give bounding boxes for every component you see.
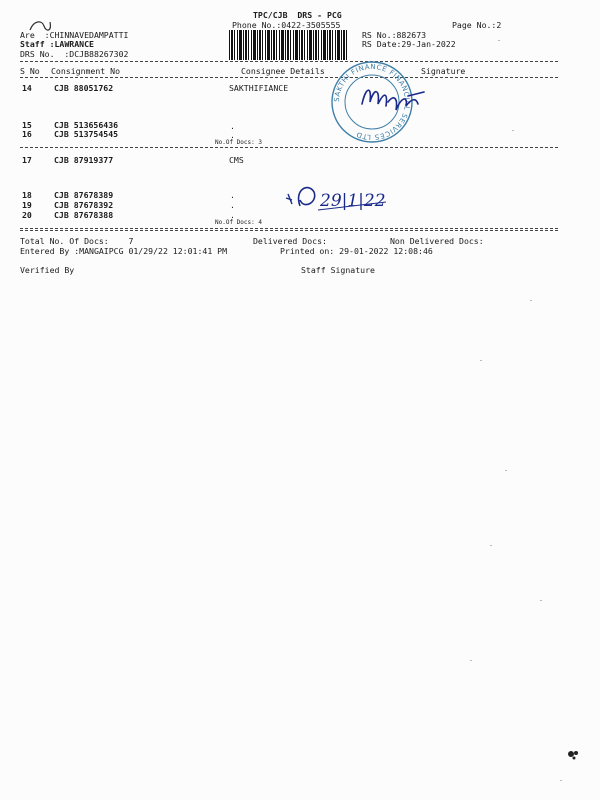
- ink-blot: [566, 748, 580, 762]
- printed-on: Printed on: 29-01-2022 12:08:46: [280, 246, 433, 256]
- scan-speck: [498, 40, 500, 41]
- area-field: Are :CHINNAVEDAMPATTI: [20, 30, 129, 40]
- row-consignee: CMS: [229, 155, 244, 165]
- non-delivered-docs: Non Delivered Docs:: [390, 236, 484, 246]
- total-docs: Total No. Of Docs: 7: [20, 236, 134, 246]
- svg-text:SAKTHI FINANCE FINANCIAL SERVI: SAKTHI FINANCE FINANCIAL SERVICES LTD: [332, 62, 412, 142]
- dot-mark: .: [230, 200, 235, 210]
- entered-by: Entered By :MANGAIPCG 01/29/22 12:01:41 PM: [20, 246, 228, 256]
- scan-speck: [470, 660, 472, 661]
- row-consignment: CJB 513656436: [54, 120, 119, 130]
- row-sno: 14: [22, 83, 32, 93]
- row-sno: 19: [22, 200, 32, 210]
- row-consignment: CJB 87919377: [54, 155, 114, 165]
- dot-mark: .: [230, 210, 235, 220]
- row-sno: 20: [22, 210, 32, 220]
- phone-number: Phone No.:0422-3505555: [232, 20, 341, 30]
- divider: [20, 61, 558, 62]
- rs-date: RS Date:29-Jan-2022: [362, 39, 456, 49]
- row-consignment: CJB 87678389: [54, 190, 114, 200]
- rs-number: RS No.:882673: [362, 30, 427, 40]
- dot-mark: .: [230, 121, 235, 131]
- row-sno: 18: [22, 190, 32, 200]
- row-sno: 15: [22, 120, 32, 130]
- group-doc-count: No.Of Docs: 4: [215, 219, 262, 226]
- col-consignment: Consignment No: [51, 66, 121, 76]
- row-sno: 17: [22, 155, 32, 165]
- scan-speck: [540, 600, 542, 601]
- staff-signature-label: Staff Signature: [301, 265, 375, 275]
- divider: [20, 228, 558, 229]
- col-consignee: Consignee Details: [241, 66, 325, 76]
- divider: [20, 230, 558, 231]
- dot-mark: .: [230, 130, 235, 140]
- scan-speck: [512, 130, 514, 131]
- drs-number: DRS No. :DCJB88267302: [20, 49, 129, 59]
- dot-mark: .: [230, 190, 235, 200]
- svg-text:29|1|22: 29|1|22: [320, 191, 386, 211]
- barcode: [229, 30, 347, 60]
- scan-speck: [480, 360, 482, 361]
- row-consignment: CJB 87678388: [54, 210, 114, 220]
- row-consignee: SAKTHIFIANCE: [229, 83, 289, 93]
- col-sno: S No: [20, 66, 40, 76]
- scan-speck: [505, 470, 507, 471]
- divider: [20, 77, 558, 78]
- delivered-docs: Delivered Docs:: [253, 236, 327, 246]
- staff-field: Staff :LAWRANCE: [20, 39, 94, 49]
- signature-mark: [358, 76, 428, 116]
- handwritten-date: [282, 176, 392, 218]
- scan-speck: [490, 545, 492, 546]
- page-number: Page No.:2: [452, 20, 502, 30]
- row-consignment: CJB 87678392: [54, 200, 114, 210]
- verified-by-label: Verified By: [20, 265, 75, 275]
- scan-speck: [530, 300, 532, 301]
- pen-scribble: [26, 16, 56, 38]
- group-doc-count: No.Of Docs: 3: [215, 139, 262, 146]
- document-title: TPC/CJB DRS - PCG: [253, 10, 342, 20]
- col-signature: Signature: [421, 66, 466, 76]
- row-consignment: CJB 513754545: [54, 129, 119, 139]
- row-sno: 16: [22, 129, 32, 139]
- row-consignment: CJB 88051762: [54, 83, 114, 93]
- divider: [20, 147, 558, 148]
- scan-speck: [560, 780, 562, 781]
